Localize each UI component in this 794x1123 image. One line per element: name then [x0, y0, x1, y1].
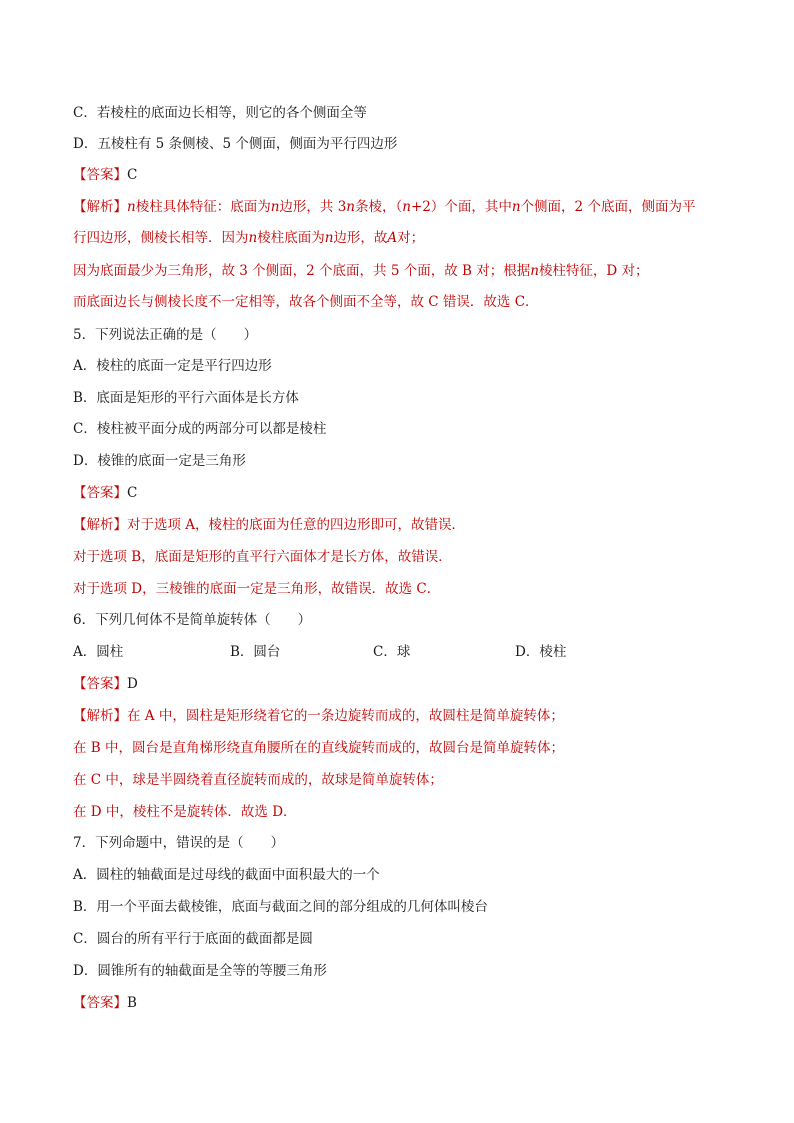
text-segment: B．底面是矩形的平行六面体是长方体 [73, 390, 299, 406]
text-segment: C [127, 167, 138, 183]
text-segment: 【答案】 [73, 995, 127, 1011]
text-line-l21 [73, 739, 733, 757]
text-line-l28 [73, 962, 733, 980]
text-segment: 对于选项 B，底面是矩形的直平行六面体才是长方体，故错误． [73, 549, 452, 565]
q6-option-a: A．圆柱 [73, 644, 124, 660]
text-segment: n [324, 230, 334, 246]
text-segment: C．圆台的所有平行于底面的截面都是圆 [73, 931, 313, 947]
text-segment: 【答案】 [73, 485, 127, 501]
text-segment: 【解析】 [73, 199, 127, 215]
text-segment: 【解析】 [73, 708, 127, 724]
text-line-l12 [73, 452, 733, 470]
text-line-l16 [73, 580, 733, 598]
text-line-l4 [73, 198, 733, 216]
text-segment: 而底面边长与侧棱长度不一定相等，故各个侧面不全等，故 C 错误．故选 C． [73, 294, 539, 310]
text-segment: 棱柱底面为 [257, 230, 325, 246]
text-segment: n [127, 199, 136, 215]
text-segment: 对于选项 A，棱柱的底面为任意的四边形即可，故错误． [127, 517, 466, 533]
text-segment: D．圆锥所有的轴截面是全等的等腰三角形 [73, 963, 327, 979]
text-segment: 7．下列命题中，错误的是（ ） [73, 835, 285, 851]
text-segment: n [248, 230, 258, 246]
text-line-l8 [73, 326, 733, 344]
text-line-l19 [73, 675, 733, 693]
text-segment: D．五棱柱有 5 条侧棱、5 个侧面，侧面为平行四边形 [73, 136, 398, 152]
text-line-l29 [73, 994, 733, 1012]
text-segment: 在 C 中，球是半圆绕着直径旋转而成的，故球是简单旋转体； [73, 772, 443, 788]
text-segment: n [530, 263, 539, 279]
text-line-l2 [73, 135, 733, 153]
text-segment: 棱柱具体特征：底面为 [135, 199, 271, 215]
text-segment: 个侧面，2 个底面，侧面为平 [520, 199, 696, 215]
text-line-l7 [73, 293, 733, 311]
text-segment: 边形，故 [333, 230, 388, 246]
text-segment: 对于选项 D，三棱锥的底面一定是三角形，故错误．故选 C． [73, 581, 441, 597]
text-segment: 棱柱特征，D 对； [538, 263, 649, 279]
text-segment: n [511, 199, 521, 215]
text-line-l23 [73, 803, 733, 821]
text-line-l25 [73, 866, 733, 884]
text-segment: C [127, 485, 138, 501]
text-segment: B．用一个平面去截棱锥，底面与截面之间的部分组成的几何体叫棱台 [73, 899, 488, 915]
text-segment: B [127, 995, 137, 1011]
text-line-l26 [73, 898, 733, 916]
text-segment: A．圆柱的轴截面是过母线的截面中面积最大的一个 [73, 867, 380, 883]
text-segment: A．棱柱的底面一定是平行四边形 [73, 358, 272, 374]
text-line-l17 [73, 611, 733, 629]
text-segment: 边形，共 3 [279, 199, 347, 215]
text-segment: 在 A 中，圆柱是矩形绕着它的一条边旋转而成的，故圆柱是简单旋转体； [127, 708, 564, 724]
text-segment: 因为底面最少为三角形，故 3 个侧面，2 个底面，共 5 个面，故 B 对；根据 [73, 263, 531, 279]
text-segment: n [402, 199, 411, 215]
text-segment: 在 D 中，棱柱不是旋转体．故选 D． [73, 804, 297, 820]
text-line-l13 [73, 484, 733, 502]
text-segment: D [127, 676, 138, 692]
text-line-l24 [73, 834, 733, 852]
text-segment: 行四边形，侧棱长相等．因为 [73, 230, 249, 246]
q6-option-b: B．圆台 [230, 644, 281, 660]
text-segment: 条棱，（ [355, 199, 403, 215]
text-line-l11 [73, 420, 733, 438]
text-segment: 5．下列说法正确的是（ ） [73, 327, 258, 343]
q6-option-d: D．棱柱 [515, 644, 567, 660]
text-segment: 【答案】 [73, 167, 127, 183]
text-segment: 【答案】 [73, 676, 127, 692]
text-segment: 对； [397, 230, 425, 246]
text-line-l22 [73, 771, 733, 789]
text-line-l6 [73, 262, 733, 280]
text-segment: C．若棱柱的底面边长相等，则它的各个侧面全等 [73, 105, 367, 121]
text-line-l1 [73, 104, 733, 122]
text-segment: n [270, 199, 280, 215]
q6-option-c: C．球 [373, 644, 411, 660]
text-segment: A [387, 230, 398, 246]
text-line-l5 [73, 229, 733, 247]
text-line-l9 [73, 357, 733, 375]
text-segment: n [346, 199, 355, 215]
text-line-l15 [73, 548, 733, 566]
text-line-l20 [73, 707, 733, 725]
text-line-l3 [73, 166, 733, 184]
text-segment: +2）个面，其中 [410, 199, 512, 215]
text-segment: D．棱锥的底面一定是三角形 [73, 453, 246, 469]
text-line-l27 [73, 930, 733, 948]
text-segment: 【解析】 [73, 517, 127, 533]
text-line-l10 [73, 389, 733, 407]
text-segment: 6．下列几何体不是简单旋转体（ ） [73, 612, 312, 628]
text-line-l14 [73, 516, 733, 534]
text-segment: 在 B 中，圆台是直角梯形绕直角腰所在的直线旋转而成的，故圆台是简单旋转体； [73, 740, 565, 756]
text-segment: C．棱柱被平面分成的两部分可以都是棱柱 [73, 421, 327, 437]
